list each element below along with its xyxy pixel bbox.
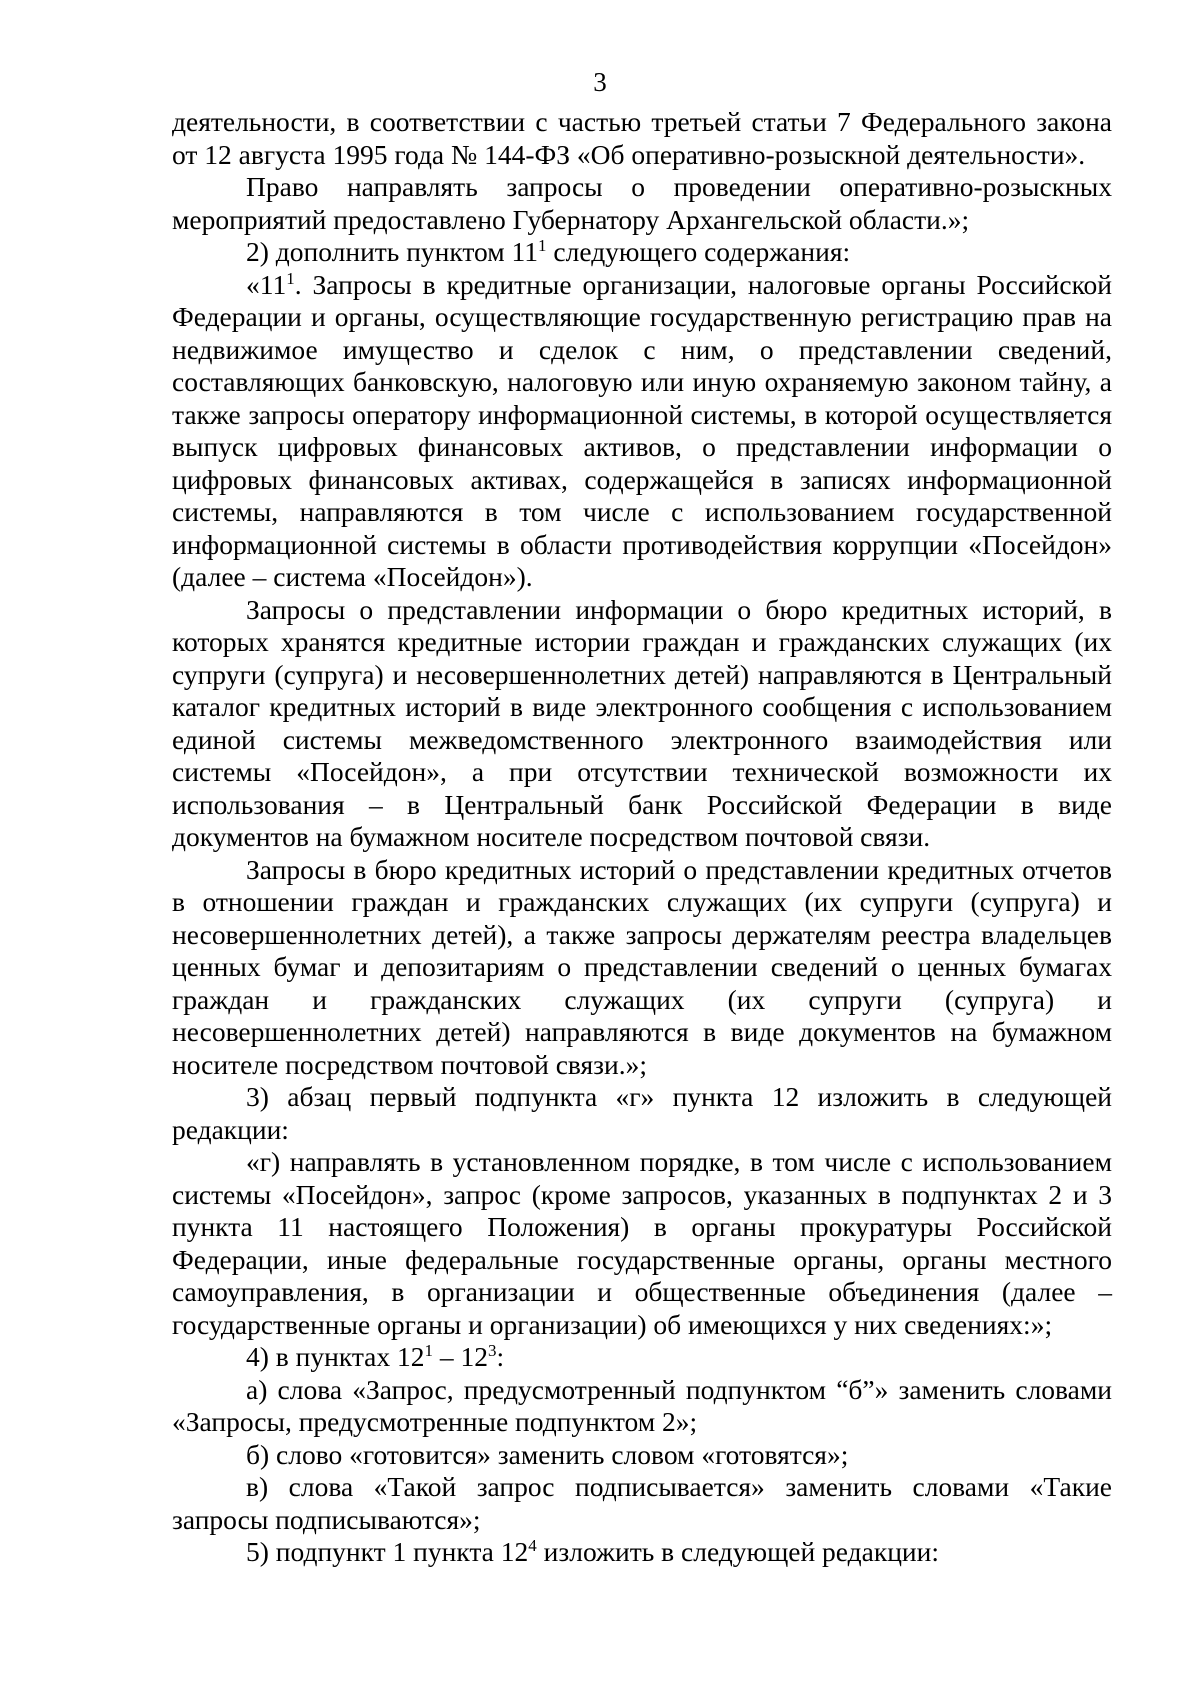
paragraph-text: 3) абзац первый подпункта «г» пункта 12 изложить в следующей редакции: xyxy=(172,1081,1112,1145)
paragraph-text: – 12 xyxy=(433,1341,489,1372)
paragraph-text: : xyxy=(496,1341,505,1372)
superscript: 1 xyxy=(286,268,295,288)
superscript: 1 xyxy=(538,235,547,255)
paragraph-text: . Запросы в кредитные организации, налоговые органы Российской Федерации и органы, осуществляющие государственную регистрацию прав на недвижимое имущество и сделок с ним, о представлении сведений, составляющих банковскую, налоговую или иную охраняемую законом тайну, а также запросы оператору информационной системы, в которой осуществляется выпуск цифровых финансовых активов, о представлении информации о цифровых финансовых активах, содержащейся в записях информационной системы, направляются в том числе с использованием государственной информационной системы в области противодействия коррупции «Посейдон» (далее – система «Посейдон»). xyxy=(172,268,1112,592)
page-number: 3 xyxy=(593,67,607,97)
paragraph xyxy=(172,1439,1112,1472)
paragraph-text: «11 xyxy=(246,268,287,300)
paragraph xyxy=(172,594,1112,854)
paragraph-text: изложить в следующей редакции: xyxy=(536,1536,939,1567)
paragraph-text: Право направлять запросы о проведении оперативно-розыскных мероприятий предоставлено Губернатору Архангельской области.»; xyxy=(172,171,1112,235)
paragraph xyxy=(172,171,1112,236)
paragraph-text: Запросы в бюро кредитных историй о представлении кредитных отчетов в отношении граждан и гражданских служащих (их супруги (супруга) и несовершеннолетних детей), а также запросы держателям реестра владельцев ценных бумаг и депозитариям о представлении сведений о ценных бумагах граждан и гражданских служащих (их супруги (супруга) и несовершеннолетних детей) направляются в виде документов на бумажном носителе посредством почтовой связи.»; xyxy=(172,853,1112,1080)
paragraph xyxy=(172,106,1112,171)
paragraph xyxy=(172,1374,1112,1439)
paragraph xyxy=(172,854,1112,1082)
superscript: 3 xyxy=(488,1340,497,1360)
document-body xyxy=(172,106,1112,1569)
paragraph xyxy=(172,1146,1112,1341)
paragraph-text: а) слова «Запрос, предусмотренный подпунктом “б”» заменить словами «Запросы, предусмотренные подпунктом 2»; xyxy=(172,1373,1112,1437)
paragraph xyxy=(172,1081,1112,1146)
paragraph-text: Запросы о представлении информации о бюро кредитных историй, в которых хранятся кредитные истории граждан и гражданских служащих (их супруги (супруга) и несовершеннолетних детей) направляются в Центральный каталог кредитных историй в виде электронного сообщения с использованием единой системы межведомственного электронного взаимодействия или системы «Посейдон», а при отсутствии технической возможности их использования – в Центральный банк Российской Федерации в виде документов на бумажном носителе посредством почтовой связи. xyxy=(172,593,1112,852)
paragraph-text: 2) дополнить пунктом 11 xyxy=(246,236,539,267)
paragraph-text: «г) направлять в установленном порядке, в том числе с использованием системы «Посейдон», запрос (кроме запросов, указанных в подпунктах 2 и 3 пункта 11 настоящего Положения) в органы прокуратуры Российской Федерации, иные федеральные государственные органы, органы местного самоуправления, в организации и общественные объединения (далее – государственные органы и организации) об имеющихся у них сведениях:»; xyxy=(172,1146,1112,1340)
paragraph-text: б) слово «готовится» заменить словом «готовятся»; xyxy=(246,1438,849,1470)
paragraph xyxy=(172,1341,1112,1374)
superscript: 1 xyxy=(424,1340,434,1360)
paragraph xyxy=(172,1536,1112,1569)
paragraph-text: деятельности, в соответствии с частью третьей статьи 7 Федерального закона от 12 августа 1995 года № 144-ФЗ «Об оперативно-розыскной деятельности». xyxy=(172,106,1112,170)
paragraph-text: 4) в пунктах 12 xyxy=(246,1341,425,1372)
paragraph xyxy=(172,236,1112,269)
paragraph-text: в) слова «Такой запрос подписывается» заменить словами «Такие запросы подписываются»; xyxy=(172,1471,1112,1535)
paragraph xyxy=(172,269,1112,594)
superscript: 4 xyxy=(528,1535,537,1555)
paragraph-text: 5) подпункт 1 пункта 12 xyxy=(246,1536,529,1567)
paragraph-text: следующего содержания: xyxy=(546,236,851,267)
paragraph xyxy=(172,1471,1112,1536)
